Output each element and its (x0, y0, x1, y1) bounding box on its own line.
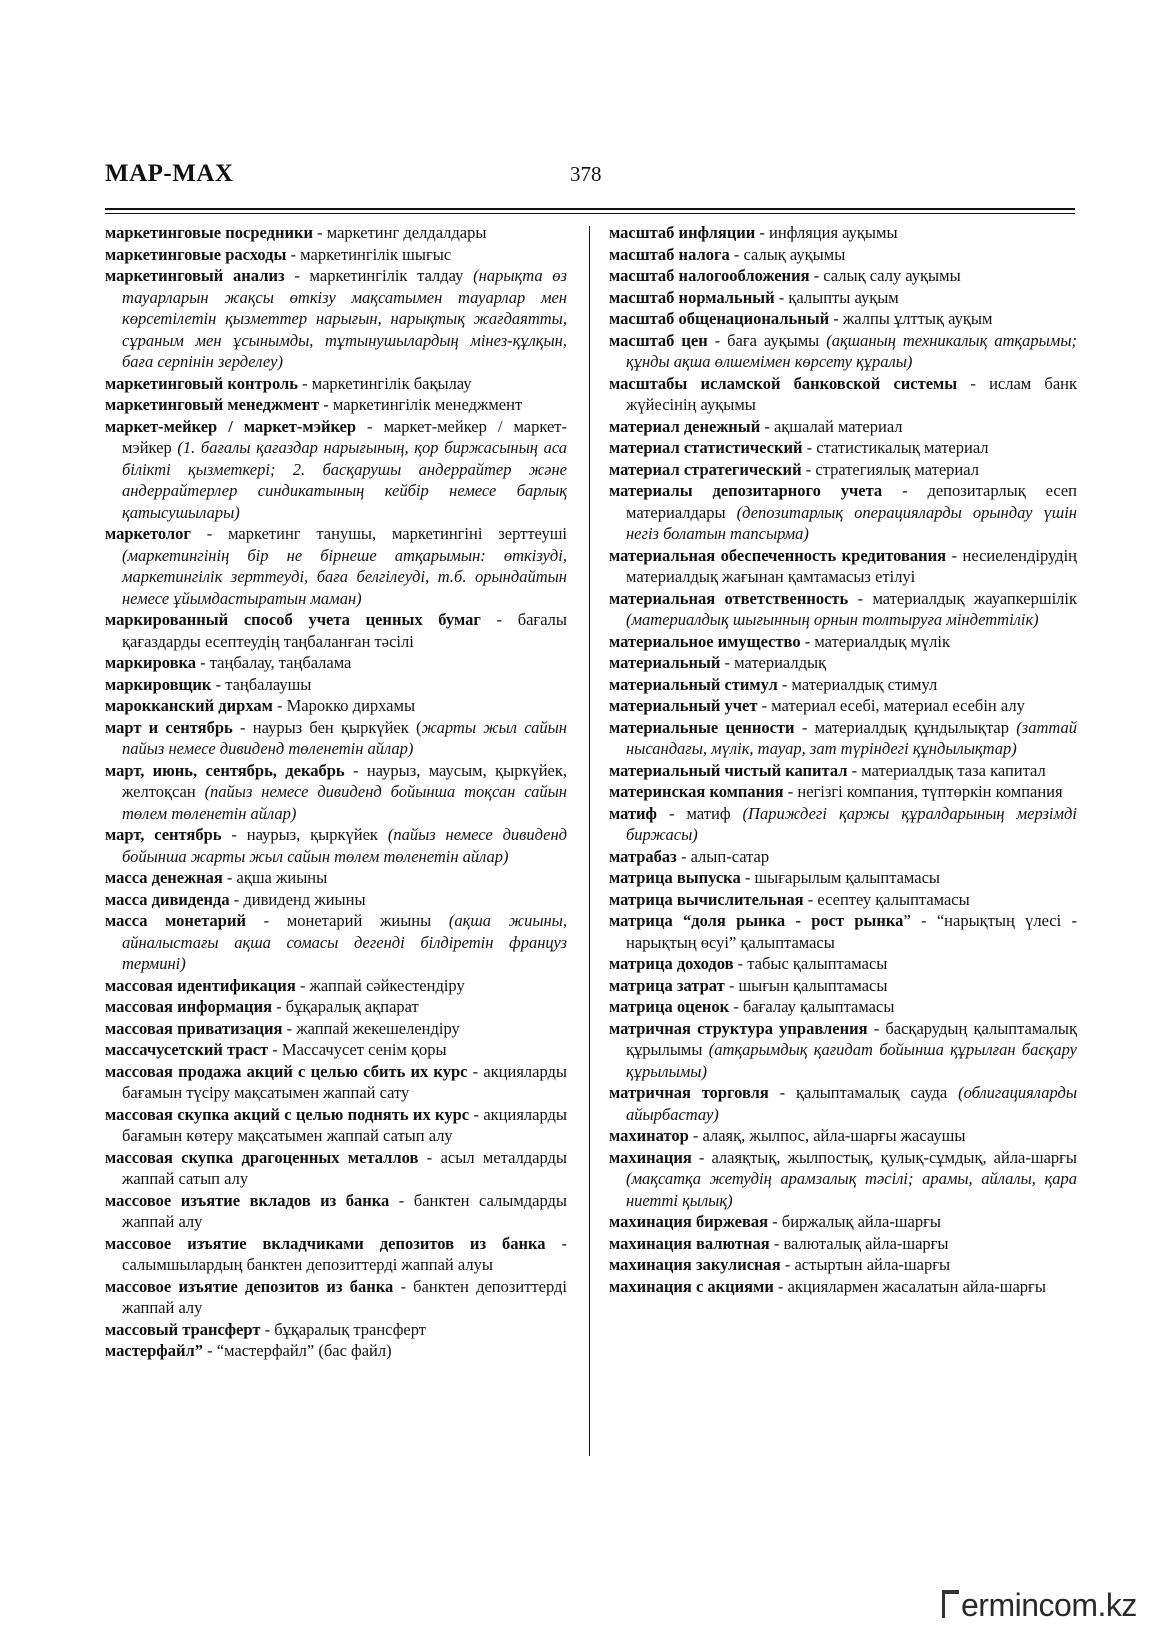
entry-separator: - (760, 416, 774, 436)
entry-translation: акциялармен жасалатын айла-шарғы (787, 1276, 1046, 1296)
dictionary-entry (609, 631, 1077, 653)
entry-separator: - (656, 803, 687, 823)
entry-note: (облигацияларды айырбастау) (626, 1083, 1077, 1124)
dictionary-entry (609, 265, 1077, 287)
entry-term: массовая продажа акций с целью сбить их курс (105, 1061, 468, 1081)
dictionary-entry (609, 1018, 1077, 1083)
dictionary-entry (609, 867, 1077, 889)
entry-separator: - (688, 1126, 703, 1145)
dictionary-entry (609, 889, 1077, 911)
entry-translation: қалыптамалық сауда (796, 1083, 959, 1102)
entry-separator: - (848, 588, 873, 608)
entry-separator: - (389, 1190, 414, 1210)
dictionary-entry (609, 975, 1077, 997)
entry-translation: Массачусет сенім қоры (281, 1040, 447, 1059)
entry-translation: салық салу ауқымы (823, 266, 961, 285)
entry-translation: таңбалаушы (225, 674, 312, 694)
entry-separator: - (356, 416, 384, 436)
entry-separator: - (344, 760, 367, 780)
entry-translation: маркетинг делдалдары (326, 223, 487, 242)
entry-translation: асыл металдарды жаппай сатып алу (122, 1147, 568, 1188)
entry-term: массовая информация (105, 997, 272, 1016)
entry-term: маркетинговые посредники (105, 223, 313, 242)
entry-translation: дивиденд жиыны (243, 889, 366, 909)
entry-translation: бағалы қағаздарды есептеудің таңбаланған тәсілі (122, 610, 567, 651)
dictionary-entry (105, 975, 567, 997)
entry-separator: - (768, 1083, 796, 1102)
entry-note: (ақшаның техникалық атқарымы; құнды ақша өлшемімен көрсету құралы) (626, 330, 1077, 371)
entry-separator: - (297, 373, 312, 393)
entry-translation: бұқаралық ақпарат (285, 997, 419, 1016)
entry-note: (заттай нысандағы, мүлік, тауар, зат түріндегі құндылықтар) (626, 717, 1077, 758)
entry-separator: - (720, 653, 735, 672)
dictionary-entry (609, 760, 1077, 782)
entry-term: масштаб нормальный (609, 287, 775, 307)
entry-translation: “мастерфайл” (бас файл) (216, 1341, 392, 1360)
dictionary-entry (609, 308, 1077, 330)
entry-separator: - (801, 459, 816, 479)
entry-term: масштаб инфляции (609, 223, 756, 242)
entry-separator: - (480, 610, 518, 629)
entry-term: матрица “доля рынка - рост рынка (609, 911, 904, 930)
dictionary-entry (609, 803, 1077, 846)
entry-translation: валюталық айла-шарғы (783, 1233, 949, 1253)
entry-term: масса монетарий (105, 911, 246, 930)
entry-separator: - (319, 395, 333, 414)
entry-term: массовое изъятие депозитов из банка (105, 1276, 394, 1296)
dictionary-entry (105, 265, 567, 373)
entry-term: матричная структура управления (609, 1018, 868, 1038)
dictionary-entry (105, 1104, 567, 1147)
entry-term: маркетолог (105, 524, 191, 543)
entry-term: маркетинговые расходы (105, 244, 287, 264)
entry-term: марокканский дирхам (105, 696, 273, 715)
dictionary-entry (105, 1061, 567, 1104)
entry-separator: - (545, 1233, 567, 1253)
dictionary-entry (105, 1319, 567, 1341)
entry-term: матрица доходов (609, 954, 734, 973)
entry-separator: - (777, 674, 792, 694)
entry-separator: - (780, 1255, 795, 1274)
entry-term: матиф (609, 803, 657, 823)
dictionary-entry (105, 652, 567, 674)
entry-separator: - (272, 696, 287, 715)
entry-translation: бағалау қалыптамасы (742, 997, 895, 1016)
entry-separator: - (268, 1040, 282, 1059)
dictionary-entry (609, 1276, 1077, 1298)
entry-separator: - (229, 889, 244, 909)
entry-separator: - (847, 760, 862, 780)
dictionary-entry (609, 588, 1077, 631)
entry-term: материнская компания (609, 782, 784, 801)
entry-note: (ақша жиыны, айналыстағы ақша сомасы дегенді білдіретін француз термині) (122, 911, 567, 973)
dictionary-entry (609, 1233, 1077, 1255)
entry-separator: ” - (903, 911, 937, 930)
entry-term: матрица затрат (609, 975, 725, 995)
entry-term: маркированный способ учета ценных бумаг (105, 610, 481, 629)
dictionary-entry (105, 695, 567, 717)
entry-translation: материалдық стимул (791, 674, 938, 694)
entry-term: махинация валютная (609, 1233, 770, 1253)
entry-separator: - (829, 309, 843, 328)
dictionary-entry (105, 1039, 567, 1061)
dictionary-entry (609, 695, 1077, 717)
dictionary-entry (105, 1233, 567, 1276)
entry-term: махинация с акциями (609, 1276, 774, 1296)
dictionary-entry (105, 394, 567, 416)
dictionary-entry (105, 824, 567, 867)
entry-separator: - (418, 1147, 441, 1167)
entry-translation: маркетинг танушы, маркетингіні зерттеуші (228, 524, 567, 543)
entry-separator: - (691, 1147, 712, 1167)
entry-translation: шығарылым қалыптамасы (754, 868, 940, 887)
dictionary-entry (609, 996, 1077, 1018)
entry-separator: - (724, 975, 739, 995)
entry-term: массовая скупка акций с целью поднять их курс (105, 1104, 470, 1124)
dictionary-entry (609, 1147, 1077, 1212)
entry-separator: - (733, 954, 748, 973)
watermark (942, 1587, 1137, 1624)
watermark-text: ermincom.kz (961, 1587, 1137, 1623)
entry-translation: несиелендірудің материалдық жағынан қамтамасыз етілуі (626, 545, 1077, 586)
dictionary-entry (105, 523, 567, 609)
entry-term: маркировка (105, 653, 196, 672)
entry-translation: банктен депозиттерді жаппай алу (122, 1276, 567, 1317)
entry-translation: таңбалау, таңбалама (209, 653, 352, 672)
entry-separator: - (246, 911, 287, 930)
header-rule-thick (105, 208, 1075, 210)
entry-separator: - (729, 244, 744, 264)
entry-translation: монетарий жиыны (286, 911, 449, 930)
entry-separator: - (211, 674, 226, 694)
entry-term: материальное имущество (609, 631, 801, 651)
entry-separator: - (260, 1319, 275, 1339)
dictionary-entry (105, 889, 567, 911)
page-header (105, 158, 1075, 210)
entry-translation: есептеу қалыптамасы (817, 889, 970, 909)
entry-translation: қалыпты ауқым (788, 287, 899, 307)
entry-separator: - (286, 244, 301, 264)
section-title: МАР-МАХ (105, 160, 234, 187)
entry-term: масса денежная (105, 868, 223, 887)
entry-term: маркетинговый менеджмент (105, 395, 320, 414)
entry-term: маркетинговый анализ (105, 266, 285, 285)
entry-translation: жалпы ұлттық ауқым (842, 309, 993, 328)
entry-note: (материалдық шығынның орнын толтыруға міндеттілік) (626, 610, 1039, 629)
entry-note: (мақсатқа жетудің арамзалық тәсілі; арамы, айлалы, қара ниетті қылық) (626, 1169, 1077, 1210)
entry-term: махинация биржевая (609, 1212, 769, 1231)
dictionary-entry (609, 545, 1077, 588)
dictionary-entry (609, 437, 1077, 459)
entry-separator: - (232, 717, 253, 737)
entry-separator: - (800, 631, 815, 651)
entry-translation: салымшылардың банктен депозиттерді жаппай алуы (122, 1255, 493, 1274)
entry-separator: - (755, 223, 770, 242)
dictionary-entry (105, 416, 567, 524)
dictionary-entry (105, 760, 567, 825)
entry-separator: - (769, 1233, 784, 1253)
entry-translation: статистикалық материал (816, 438, 989, 457)
entry-term: маркировщик (105, 674, 212, 694)
dictionary-entry (609, 480, 1077, 545)
entry-separator: - (190, 524, 229, 543)
entry-term: матрица вычислительная (609, 889, 804, 909)
entry-separator: - (469, 1104, 484, 1124)
entry-term: матрабаз (609, 846, 677, 866)
entry-separator: - (282, 1018, 297, 1038)
entry-translation: жаппай жекешелендіру (296, 1018, 460, 1038)
entry-translation: банктен салымдарды жаппай алу (122, 1190, 568, 1231)
entry-term: материальный учет (609, 696, 758, 715)
entry-term: маркетинговый контроль (105, 373, 298, 393)
entry-term: массовое изъятие вкладов из банка (105, 1190, 390, 1210)
entry-translation: маркетингілік менеджмент (332, 395, 523, 414)
dictionary-entry (609, 652, 1077, 674)
entry-separator: - (272, 997, 286, 1016)
entry-translation: ислам банк жүйесінің ауқымы (626, 373, 1077, 414)
entry-term: март, июнь, сентябрь, декабрь (105, 760, 345, 780)
entry-term: масса дивиденда (105, 889, 230, 909)
entry-translation: астыртын айла-шарғы (794, 1255, 951, 1274)
entry-separator: - (676, 846, 691, 866)
entry-translation: депозитарлық есеп материалдары (626, 481, 1077, 522)
entry-translation: наурыз бен қыркүйек ( (252, 717, 422, 737)
watermark-t-icon (942, 1590, 959, 1618)
entry-term: материал статистический (609, 438, 803, 457)
entry-translation: акцияларды бағамын түсіру мақсатымен жаппай сату (122, 1061, 567, 1102)
dictionary-entry (105, 910, 567, 975)
entry-translation: матиф (686, 803, 743, 823)
entry-separator: - (203, 1341, 217, 1360)
dictionary-entry (609, 717, 1077, 760)
entry-term: массовое изъятие вкладчиками депозитов из банка (105, 1233, 546, 1253)
dictionary-entry (609, 1254, 1077, 1276)
entry-translation: стратегиялық материал (815, 459, 979, 479)
dictionary-entry (105, 373, 567, 395)
entry-separator: - (729, 997, 743, 1016)
header-rule-thin (105, 213, 1075, 214)
entry-separator: - (467, 1061, 484, 1081)
entry-term: масштаб общенациональный (609, 309, 830, 328)
entry-translation: материалдық таза капитал (861, 760, 1046, 780)
entry-translation: бұқаралық трансферт (274, 1319, 426, 1339)
entry-separator: - (221, 825, 247, 844)
entry-term: мастерфайл” (105, 1341, 203, 1360)
entry-term: март и сентябрь (105, 717, 233, 737)
entry-note: (нарықта өз тауарларын жақсы өткізу мақсатымен тауарлар мен көрсетілетін қызметтер нарығын, нарықтық жағдаятты, сұраным мен ұсынымды, тұтынушылардың мінез-құлқын, баға серпінін зерделеу) (122, 266, 567, 371)
entry-term: массовый трансферт (105, 1319, 261, 1339)
entry-term: махинация (609, 1147, 692, 1167)
entry-term: массачусетский траст (105, 1040, 269, 1059)
dictionary-entry (105, 222, 567, 244)
dictionary-entry (609, 1125, 1077, 1147)
dictionary-entry (105, 1190, 567, 1233)
entry-translation: маркетингілік талдау (309, 266, 474, 285)
entry-translation: табыс қалыптамасы (747, 954, 888, 973)
entry-translation: Марокко дирхамы (286, 696, 416, 715)
dictionary-entry (105, 1276, 567, 1319)
dictionary-entry (609, 373, 1077, 416)
entry-separator: - (707, 330, 728, 350)
entry-separator: - (313, 223, 327, 242)
entry-term: материал денежный (609, 416, 761, 436)
entry-translation: биржалық айла-шарғы (781, 1212, 941, 1231)
entry-translation: ақша жиыны (236, 868, 328, 887)
entry-note: (пайыз немесе дивиденд бойынша тоқсан сайын төлем төленетін айлар) (122, 782, 567, 823)
entry-separator: - (774, 287, 789, 307)
entry-separator: - (803, 889, 818, 909)
entry-separator: - (794, 717, 815, 737)
entry-term: материал стратегический (609, 459, 802, 479)
dictionary-entry (609, 1082, 1077, 1125)
entry-separator: - (783, 782, 798, 801)
dictionary-entry (609, 459, 1077, 481)
entry-term: маркет-мейкер / маркет-мэйкер (105, 416, 357, 436)
entry-translation: наурыз, маусым, қыркүйек, желтоқсан (122, 760, 568, 801)
entry-translation: маркетингілік шығыс (300, 244, 452, 264)
entry-term: масштаб налогообложения (609, 266, 810, 285)
entry-note: жарты жыл сайын пайыз немесе дивиденд төленетін айлар) (122, 717, 567, 758)
entry-translation: жаппай сәйкестендіру (309, 975, 465, 995)
entry-translation: материалдық мүлік (814, 631, 951, 651)
entry-translation: материалдық (734, 653, 827, 672)
entry-separator: - (773, 1276, 788, 1296)
entry-term: массовая приватизация (105, 1018, 283, 1038)
entry-note: (Париждегі қаржы құралдарының мерзімді биржасы) (626, 803, 1077, 844)
entry-translation: салық ауқымы (743, 244, 846, 264)
entry-translation: “нарықтың үлесі - нарықтың өсуі” қалыптамасы (626, 911, 1077, 952)
entry-separator: - (882, 481, 928, 500)
entry-separator: - (867, 1018, 886, 1038)
entry-translation: ақшалай материал (773, 416, 903, 436)
entry-note: (1. бағалы қағаздар нарығының, қор биржасының аса білікті қызметкері; 2. басқарушы андеррайтер және андеррайтерлер синдикатының кейбір немесе барлық қатысушылары) (122, 438, 568, 522)
entry-translation: шығын қалыптамасы (738, 975, 888, 995)
entry-note: (депозитарлық операцияларды орындау үшін негіз болатын тапсырма) (626, 502, 1077, 543)
entry-translation: материалдық жауапкершілік (872, 588, 1077, 608)
entry-separator: - (284, 266, 310, 285)
entry-note: (маркетингінің бір не бірнеше атқарымын: өткізуді, маркетингілік зерттеуді, баға белгілеуді, т.б. орындайтын немесе ұйымдастыратын маман) (122, 545, 567, 608)
entry-term: материальный стимул (609, 674, 778, 694)
entry-translation: алаяқтық, жылпостық, қулық-сұмдық, айла-шарғы (711, 1147, 1078, 1167)
dictionary-entry (105, 867, 567, 889)
entry-term: материальный чистый капитал (609, 760, 848, 780)
entry-translation: инфляция ауқымы (769, 223, 898, 242)
entry-translation: акцияларды бағамын көтеру мақсатымен жаппай сатып алу (122, 1104, 567, 1145)
entry-term: материалы депозитарного учета (609, 481, 883, 500)
entry-translation: басқарудың қалыптамалық құрылымы (626, 1018, 1077, 1059)
left-column (105, 222, 567, 1362)
entry-separator: - (196, 653, 210, 672)
dictionary-entry (105, 244, 567, 266)
dictionary-entry (105, 1340, 567, 1362)
entry-term: массовая скупка драгоценных металлов (105, 1147, 419, 1167)
column-divider (589, 226, 590, 1456)
dictionary-entry (609, 222, 1077, 244)
dictionary-entry (105, 996, 567, 1018)
entry-term: материальный (609, 653, 721, 672)
entry-term: масштабы исламской банковской системы (609, 373, 958, 393)
entry-translation: баға ауқымы (727, 330, 827, 350)
right-column (609, 222, 1077, 1297)
dictionary-entry (609, 416, 1077, 438)
dictionary-entry (609, 1211, 1077, 1233)
entry-term: масштаб налога (609, 244, 730, 264)
dictionary-entry (609, 781, 1077, 803)
entry-translation: материалдық құндылықтар (814, 717, 1017, 737)
entry-term: матричная торговля (609, 1083, 769, 1102)
entry-term: материальная обеспеченность кредитования (609, 545, 947, 565)
entry-term: материальные ценности (609, 717, 795, 737)
entry-term: масштаб цен (609, 330, 708, 350)
entry-separator: - (740, 868, 755, 887)
entry-note: (пайыз немесе дивиденд бойынша жарты жыл сайын төлем төленетін айлар) (122, 825, 567, 866)
entry-translation: алаяқ, жылпос, айла-шарғы жасаушы (702, 1126, 966, 1145)
entry-separator: - (957, 373, 990, 393)
entry-term: март, сентябрь (105, 825, 222, 844)
dictionary-entry (105, 1018, 567, 1040)
entry-translation: маркет-мейкер / маркет-мэйкер (122, 416, 567, 457)
dictionary-entry (609, 674, 1077, 696)
entry-separator: - (768, 1212, 782, 1231)
dictionary-entry (609, 287, 1077, 309)
entry-term: матрица выпуска (609, 868, 741, 887)
dictionary-entry (105, 609, 567, 652)
entry-separator: - (393, 1276, 414, 1296)
entry-separator: - (809, 266, 824, 285)
page-number: 378 (570, 162, 602, 186)
dictionary-entry (105, 717, 567, 760)
entry-translation: маркетингілік бақылау (311, 373, 472, 393)
dictionary-entry (105, 1147, 567, 1190)
dictionary-entry (105, 674, 567, 696)
entry-term: махинатор (609, 1126, 689, 1145)
dictionary-entry (609, 910, 1077, 953)
entry-translation: негізгі компания, түптөркін компания (797, 782, 1063, 801)
dictionary-entry (609, 330, 1077, 373)
entry-translation: алып-сатар (690, 846, 770, 866)
entry-translation: материал есебі, материал есебін алу (771, 696, 1025, 715)
entry-translation: наурыз, қыркүйек (246, 825, 388, 844)
dictionary-entry (609, 244, 1077, 266)
entry-term: махинация закулисная (609, 1255, 781, 1274)
entry-separator: - (295, 975, 310, 995)
entry-separator: - (222, 868, 237, 887)
entry-term: материальная ответственность (609, 588, 849, 608)
entry-note: (атқарымдық қағидат бойынша құрылған басқару құрылымы) (626, 1040, 1077, 1081)
entry-separator: - (802, 438, 817, 457)
entry-term: массовая идентификация (105, 975, 296, 995)
entry-separator: - (946, 545, 963, 565)
entry-separator: - (757, 696, 772, 715)
entry-term: матрица оценок (609, 997, 730, 1016)
dictionary-entry (609, 953, 1077, 975)
dictionary-entry (609, 846, 1077, 868)
